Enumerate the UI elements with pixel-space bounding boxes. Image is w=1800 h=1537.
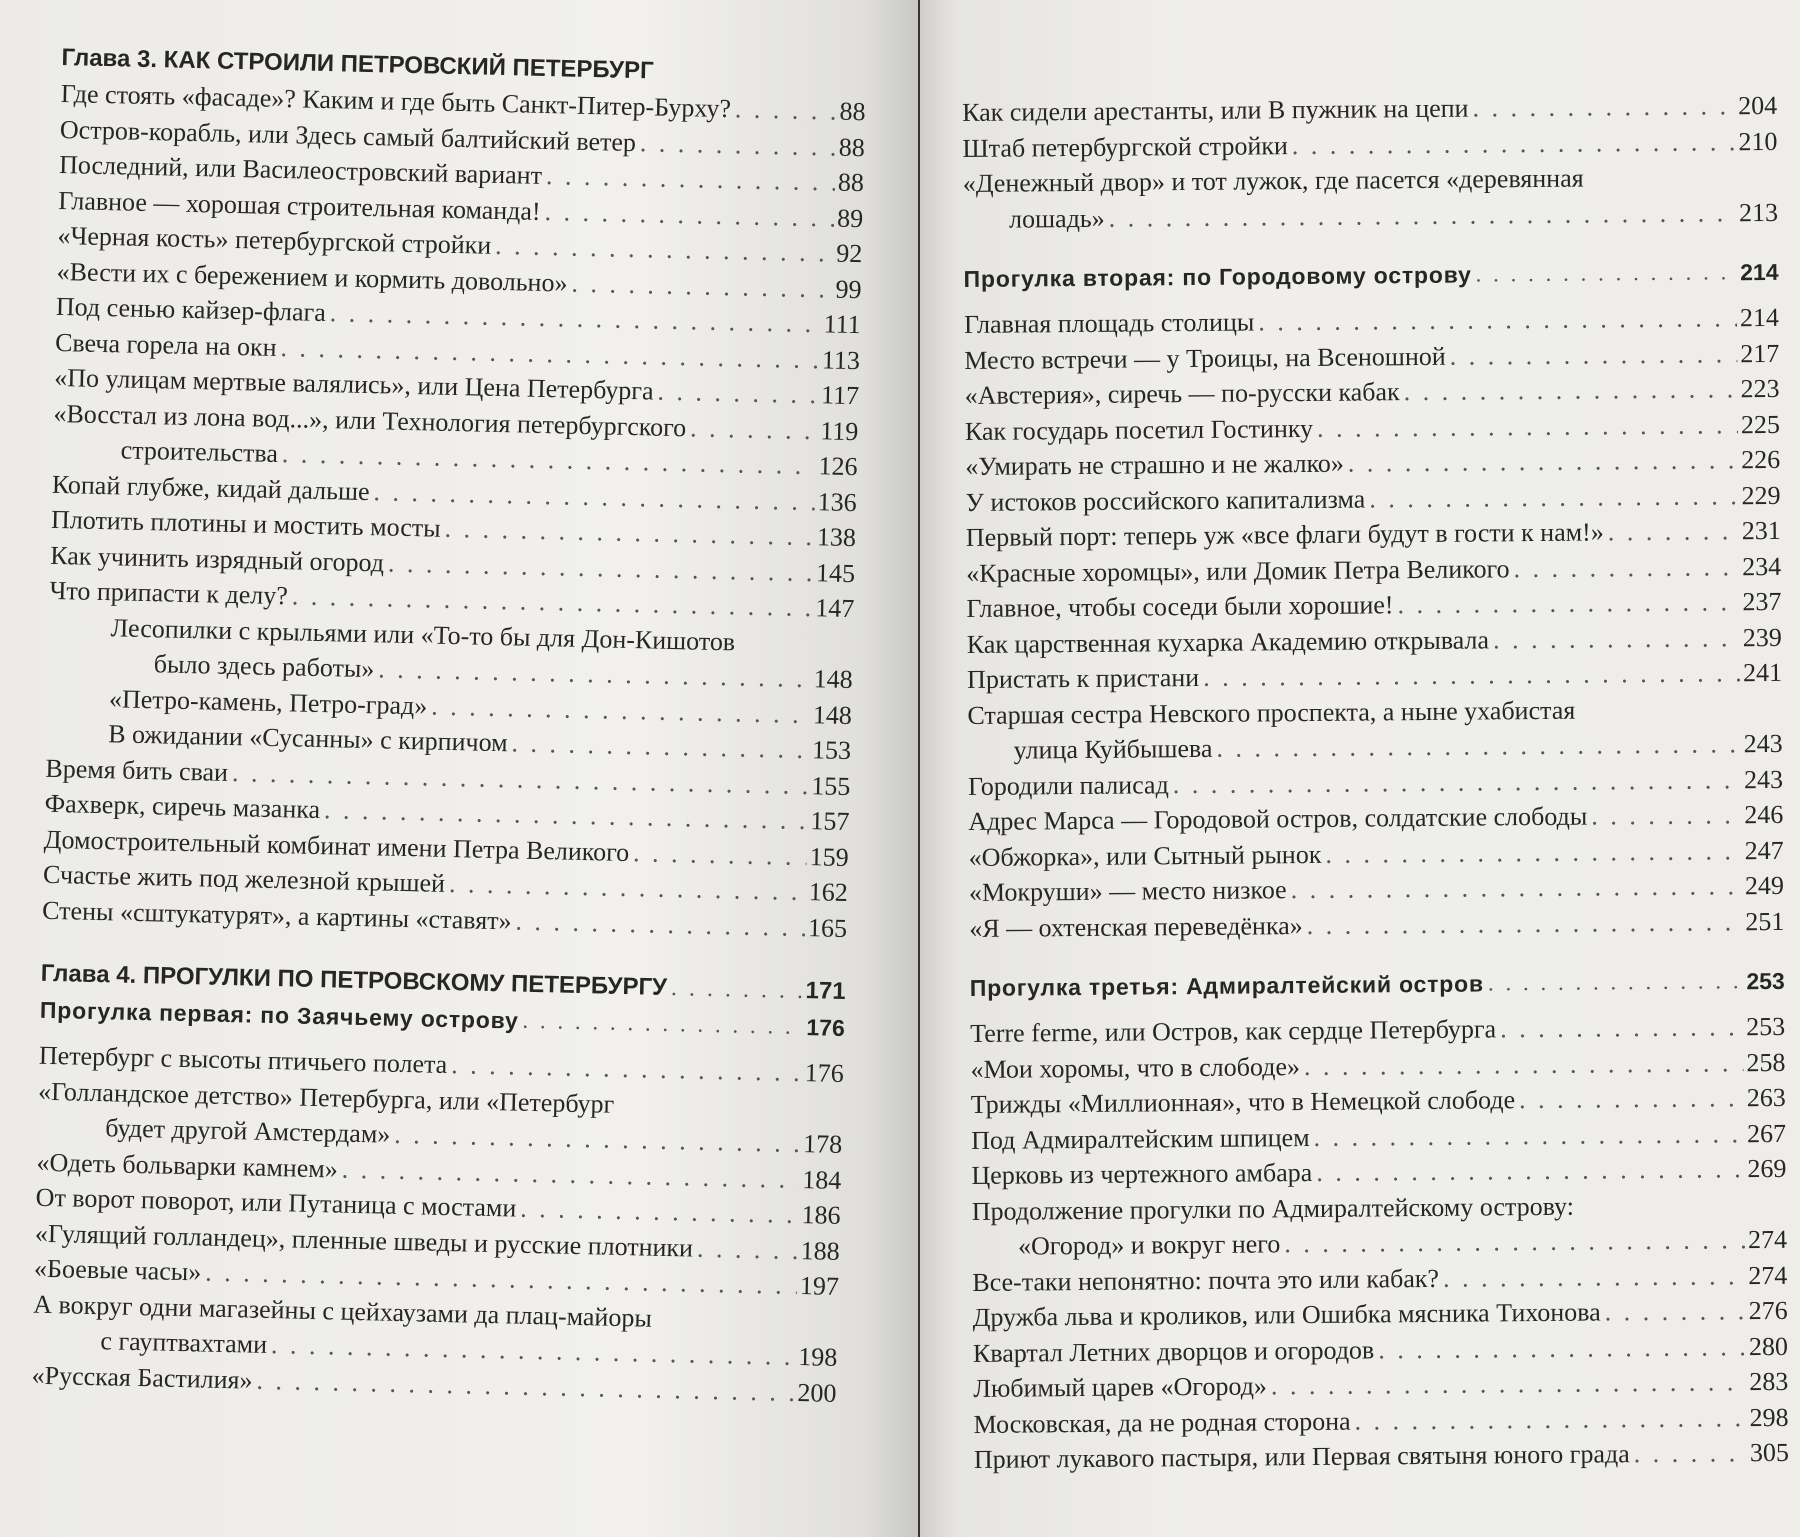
toc-entry: «Боевые часы» . . . 197 <box>34 1251 840 1305</box>
toc-entry: От ворот поворот, или Путаница с мостами . . . 186 <box>35 1180 841 1234</box>
toc-entry: «Обжорка», или Сытный рынок . . . 247 <box>968 832 1783 875</box>
toc-entry: Как учинить изрядный огород . . . 145 <box>50 537 856 591</box>
toc-entry: «Мокруши» — место низкое . . . 249 <box>969 868 1784 911</box>
toc-entry: «Мои хоромы, что в слободе» . . . 258 <box>970 1044 1785 1087</box>
toc-entry: Копай глубже, кидай дальше . . . 136 <box>52 466 858 520</box>
toc-entry-continuation: «Огород» и вокруг него . . . 274 <box>972 1222 1787 1265</box>
toc-subentry: Лесопилки с крыльями или «То-то бы для Дон-Кишотов <box>110 612 736 656</box>
toc-entry: «Восстал из лона вод...», или Технология петербургского . . . 119 <box>53 395 859 449</box>
toc-entry: Все-таки непонятно: почта это или кабак? . . . 274 <box>972 1257 1787 1300</box>
toc-entry: Трижды «Миллионная», что в Немецкой слободе . . . 263 <box>971 1080 1786 1123</box>
toc-entry: «Гулящий голландец», пленные шведы и русские плотники . . . 188 <box>35 1215 841 1269</box>
toc-entry: Время бить сваи . . . 155 <box>45 750 851 804</box>
toc-entry: «Денежный двор» и тот лужок, где пасется «деревянная <box>962 163 1584 198</box>
toc-entry: Место встречи — у Троицы, на Всеношной . . . 217 <box>964 335 1779 378</box>
toc-entry: «Вести их с бережением и кормить довольно» . . . 99 <box>56 253 862 307</box>
walk-2-heading: Прогулка вторая: по Городовому острову . . . 214 <box>963 254 1778 297</box>
toc-entry: Приют лукавого пастыря, или Первая святыня юного града . . . 305 <box>974 1435 1789 1478</box>
toc-entry: Московская, да не родная сторона . . . 298 <box>973 1399 1788 1442</box>
toc-entry: Terre ferme, или Остров, как сердце Петербурга . . . 253 <box>970 1009 1785 1052</box>
toc-entry: У истоков российского капитализма . . . 229 <box>965 477 1780 520</box>
toc-entry: Под сенью кайзер-флага . . . 111 <box>56 289 862 343</box>
toc-entry: «Одеть больварки камнем» . . . 184 <box>36 1144 842 1198</box>
toc-subentry: В ожидании «Сусанны» с кирпичом . . . 153 <box>46 715 852 769</box>
toc-entry: Свеча горела на окн . . . 113 <box>55 324 861 378</box>
toc-entry: Стены «сштукатурят», а картины «ставят» . . . 165 <box>42 892 848 946</box>
toc-entry: Главное, чтобы соседи были хорошие! . . . 237 <box>966 584 1781 627</box>
toc-entry: Счастье жить под железной крышей . . . 162 <box>43 857 849 911</box>
toc-entry-continuation: с гауптвахтами . . . 198 <box>32 1322 838 1376</box>
toc-entry: А вокруг одни магазейны с цейхаузами да плац-майоры <box>32 1289 653 1333</box>
toc-entry: Под Адмиралтейским шпицем . . . 267 <box>971 1115 1786 1158</box>
toc-entry: Фахверк, сиречь мазанка . . . 157 <box>44 786 850 840</box>
toc-entry: Пристать к пристани . . . 241 <box>967 655 1782 698</box>
toc-entry: Городили палисад . . . 243 <box>968 761 1783 804</box>
toc-entry-continuation: лошадь» . . . 213 <box>963 194 1778 237</box>
toc-entry: Где стоять «фасаде»? Каким и где быть Санкт-Питер-Бурху? . . . 88 <box>60 76 866 130</box>
toc-entry: Главное — хорошая строительная команда! . . . 89 <box>58 182 864 236</box>
toc-entry: Дружба льва и кроликов, или Ошибка мясника Тихонова . . . 276 <box>973 1293 1788 1336</box>
toc-entry: «Голландское детство» Петербурга, или «Петербург <box>37 1076 615 1119</box>
toc-entry: Квартал Летних дворцов и огородов . . . 280 <box>973 1328 1788 1371</box>
toc-entry-continuation: будет другой Амстердам» . . . 178 <box>37 1109 843 1163</box>
toc-entry: Адрес Марса — Городовой остров, солдатские слободы . . . 246 <box>968 797 1783 840</box>
walk-1-heading: Прогулка первая: по Заячьему острову . . . 176 <box>40 992 846 1046</box>
toc-entry: Как государь посетил Гостинку . . . 225 <box>965 406 1780 449</box>
toc-entry: Как царственная кухарка Академию открывала . . . 239 <box>967 619 1782 662</box>
toc-entry: «Умирать не страшно и не жалко» . . . 226 <box>965 442 1780 485</box>
toc-entry-continuation: строительства . . . 126 <box>52 431 858 485</box>
walk-3-heading: Прогулка третья: Адмиралтейский остров . . . 253 <box>970 963 1785 1006</box>
right-page <box>920 0 1800 1537</box>
right-toc <box>962 88 1789 1478</box>
toc-subentry: «Петро-камень, Петро-град» . . . 148 <box>47 679 853 733</box>
toc-entry: Старшая сестра Невского проспекта, а ныне ухабистая <box>967 695 1576 730</box>
left-toc <box>31 40 866 1411</box>
toc-entry: «Красные хоромцы», или Домик Петра Великого . . . 234 <box>966 548 1781 591</box>
toc-entry: Продолжение прогулки по Адмиралтейскому острову: <box>971 1191 1575 1226</box>
toc-entry: Церковь из чертежного амбара . . . 269 <box>971 1151 1786 1194</box>
toc-entry: Как сидели арестанты, или В пужник на цепи . . . 204 <box>962 88 1777 131</box>
toc-entry: «По улицам мертвые валялись», или Цена Петербурга . . . 117 <box>54 360 860 414</box>
toc-entry: Плотить плотины и мостить мосты . . . 138 <box>51 502 857 556</box>
toc-entry: Штаб петербургской стройки . . . 210 <box>962 123 1777 166</box>
toc-entry: Первый порт: теперь уж «все флаги будут в гости к нам!» . . . 231 <box>966 513 1781 556</box>
toc-entry: «Черная кость» петербургской стройки . . . 92 <box>57 218 863 272</box>
chapter-4-heading: Глава 4. ПРОГУЛКИ ПО ПЕТРОВСКОМУ ПЕТЕРБУРГУ . . . 171 <box>40 956 846 1010</box>
toc-entry: Что припасти к делу? . . . 147 <box>49 573 855 627</box>
toc-entry-continuation: улица Куйбышева . . . 243 <box>968 726 1783 769</box>
toc-entry: «Русская Бастилия» . . . 200 <box>31 1357 837 1411</box>
chapter-3-heading: Глава 3. КАК СТРОИЛИ ПЕТРОВСКИЙ ПЕТЕРБУРГ <box>61 43 654 85</box>
toc-entry: Главная площадь столицы . . . 214 <box>964 300 1779 343</box>
toc-entry: Любимый царев «Огород» . . . 283 <box>973 1364 1788 1407</box>
toc-entry: Последний, или Василеостровский вариант . . . 88 <box>59 147 865 201</box>
toc-entry: «Австерия», сиречь — по-русски кабак . . . 223 <box>964 371 1779 414</box>
toc-entry: «Я — охтенская переведёнка» . . . 251 <box>969 903 1784 946</box>
toc-entry: Петербург с высоты птичьего полета . . . 176 <box>39 1038 845 1092</box>
toc-entry: Домостроительный комбинат имени Петра Великого . . . 159 <box>43 821 849 875</box>
toc-entry-continuation: было здесь работы» . . . 148 <box>47 644 853 698</box>
toc-entry: Остров-корабль, или Здесь самый балтийский ветер . . . 88 <box>60 111 866 165</box>
